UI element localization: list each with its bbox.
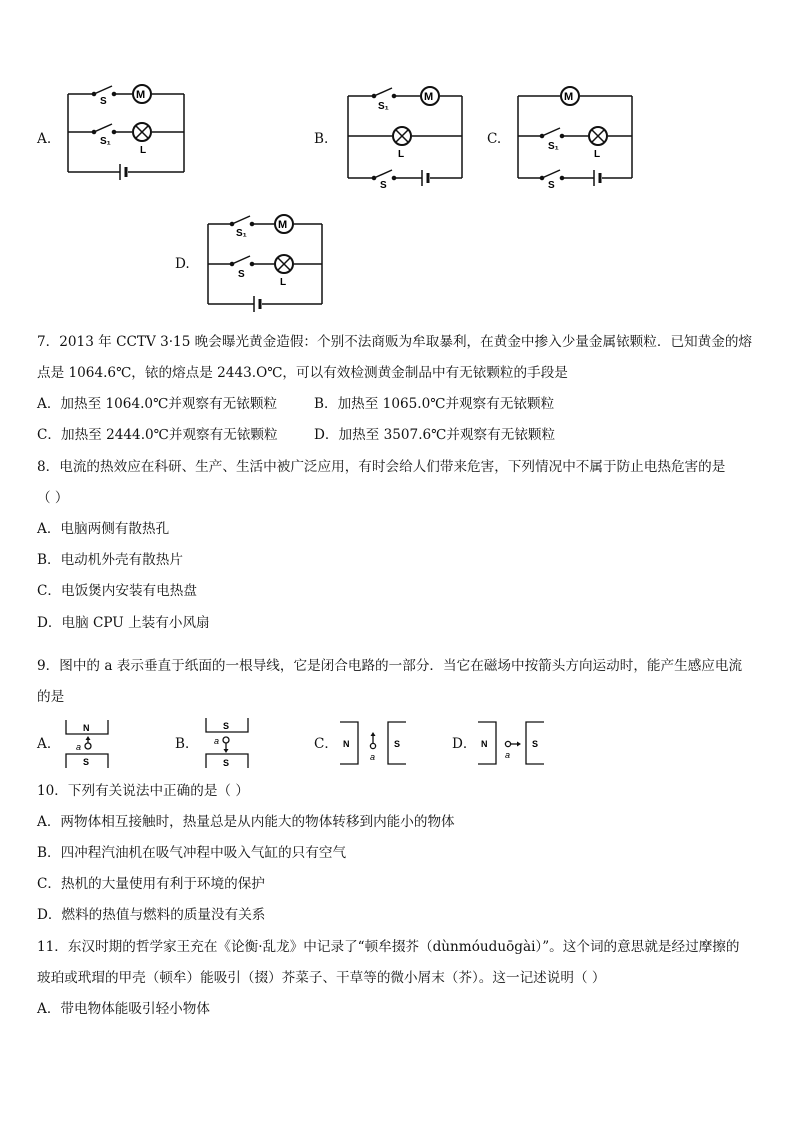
q8-option-a: A．电脑两侧有散热孔	[37, 521, 170, 537]
q8-option-c: C．电饭煲内安装有电热盘	[37, 583, 197, 599]
q9-left-pole-label: N	[481, 739, 488, 749]
q9-left-pole-label: N	[343, 739, 350, 749]
q9-stem-line2: 的是	[37, 689, 65, 705]
q9-magnet-diagram-a	[62, 718, 112, 770]
option-letter-c: C.	[487, 131, 502, 147]
q8-option-d: D．电脑 CPU 上装有小风扇	[37, 615, 210, 631]
q9-bottom-pole-label: S	[83, 757, 90, 767]
q9-option-letter-c: C．	[314, 736, 338, 752]
q9-wire-label: a	[214, 736, 220, 746]
q9-option-letter-b: B．	[175, 736, 199, 752]
switch-s-label: S	[238, 269, 245, 280]
switch-s1-label: S₁	[100, 136, 111, 147]
q7-option-d: D．加热至 3507.6℃并观察有无铱颗粒	[314, 427, 556, 443]
q9-option-letter-a: A．	[37, 736, 61, 752]
motor-label: M	[136, 89, 146, 101]
motor-label: M	[564, 91, 574, 103]
lamp-label: L	[140, 145, 147, 156]
q8-stem-line2: （ ）	[37, 490, 69, 506]
q7-stem-line1: 7．2013 年 CCTV 3·15 晚会曝光黄金造假：个别不法商贩为牟取暴利，在黄金中掺入少量金属铱颗粒．已知黄金的熔	[37, 334, 753, 350]
q7-option-c: C．加热至 2444.0℃并观察有无铱颗粒	[37, 427, 278, 443]
lamp-label: L	[398, 149, 405, 160]
q7-option-a: A．加热至 1064.0℃并观察有无铱颗粒	[37, 396, 278, 412]
q9-magnet-diagram-c	[336, 720, 410, 768]
switch-s1-label: S₁	[378, 101, 389, 112]
switch-s1-label: S₁	[548, 141, 559, 152]
circuit-diagram-a	[60, 78, 195, 182]
switch-s-label: S	[380, 180, 387, 188]
q7-stem-line2: 点是 1064.6℃，铱的熔点是 2443.O℃，可以有效检测黄金制品中有无铱颗粒的手段是	[37, 365, 568, 381]
q11-stem-line1: 11．东汉时期的哲学家王充在《论衡·乱龙》中记录了“顿牟掇芥（dùnmóuduōgài）”。这个词的意思就是经过摩擦的	[37, 939, 740, 955]
q8-option-b: B．电动机外壳有散热片	[37, 552, 183, 568]
q9-wire-label: a	[505, 750, 511, 760]
q9-bottom-pole-label: S	[223, 758, 230, 768]
motor-label: M	[424, 91, 434, 103]
q9-option-letter-d: D．	[452, 736, 477, 752]
option-letter-b: B.	[314, 131, 329, 147]
q10-option-c: C．热机的大量使用有利于环境的保护	[37, 876, 265, 892]
q9-right-pole-label: S	[394, 739, 401, 749]
q9-top-pole-label: N	[83, 723, 90, 733]
q9-magnet-diagram-b	[202, 716, 252, 770]
circuit-diagram-c	[510, 82, 640, 188]
q10-stem: 10．下列有关说法中正确的是（ ）	[37, 783, 249, 799]
circuit-diagram-b	[340, 82, 470, 188]
q8-stem-line1: 8．电流的热效应在科研、生产、生活中被广泛应用，有时会给人们带来危害，下列情况中不属于防止电热危害的是	[37, 459, 726, 475]
q9-stem-line1: 9．图中的 a 表示垂直于纸面的一根导线，它是闭合电路的一部分．当它在磁场中按箭头方向运动时，能产生感应电流	[37, 658, 743, 674]
lamp-label: L	[594, 149, 601, 160]
switch-s1-label: S₁	[236, 228, 247, 239]
q10-option-a: A．两物体相互接触时，热量总是从内能大的物体转移到内能小的物体	[37, 814, 455, 830]
option-letter-a: A.	[37, 131, 52, 147]
circuit-diagram-d	[200, 208, 330, 314]
q7-option-b: B．加热至 1065.0℃并观察有无铱颗粒	[314, 396, 555, 412]
q9-magnet-diagram-d	[474, 720, 548, 768]
switch-s-label: S	[100, 96, 107, 107]
option-letter-d: D.	[175, 256, 190, 272]
switch-s-label: S	[548, 180, 555, 188]
q10-option-d: D．燃料的热值与燃料的质量没有关系	[37, 907, 266, 923]
lamp-label: L	[280, 277, 287, 288]
q11-stem-line2: 玻珀或玳瑁的甲壳（顿牟）能吸引（掇）芥菜子、干草等的微小屑末（芥）。这一记述说明（ ）	[37, 970, 606, 986]
q10-option-b: B．四冲程汽油机在吸气冲程中吸入气缸的只有空气	[37, 845, 347, 861]
q9-wire-label: a	[370, 752, 376, 762]
q9-right-pole-label: S	[532, 739, 539, 749]
motor-label: M	[278, 219, 288, 231]
q9-top-pole-label: S	[223, 721, 230, 731]
q11-option-a: A．带电物体能吸引轻小物体	[37, 1001, 210, 1017]
q9-wire-label: a	[76, 742, 82, 752]
